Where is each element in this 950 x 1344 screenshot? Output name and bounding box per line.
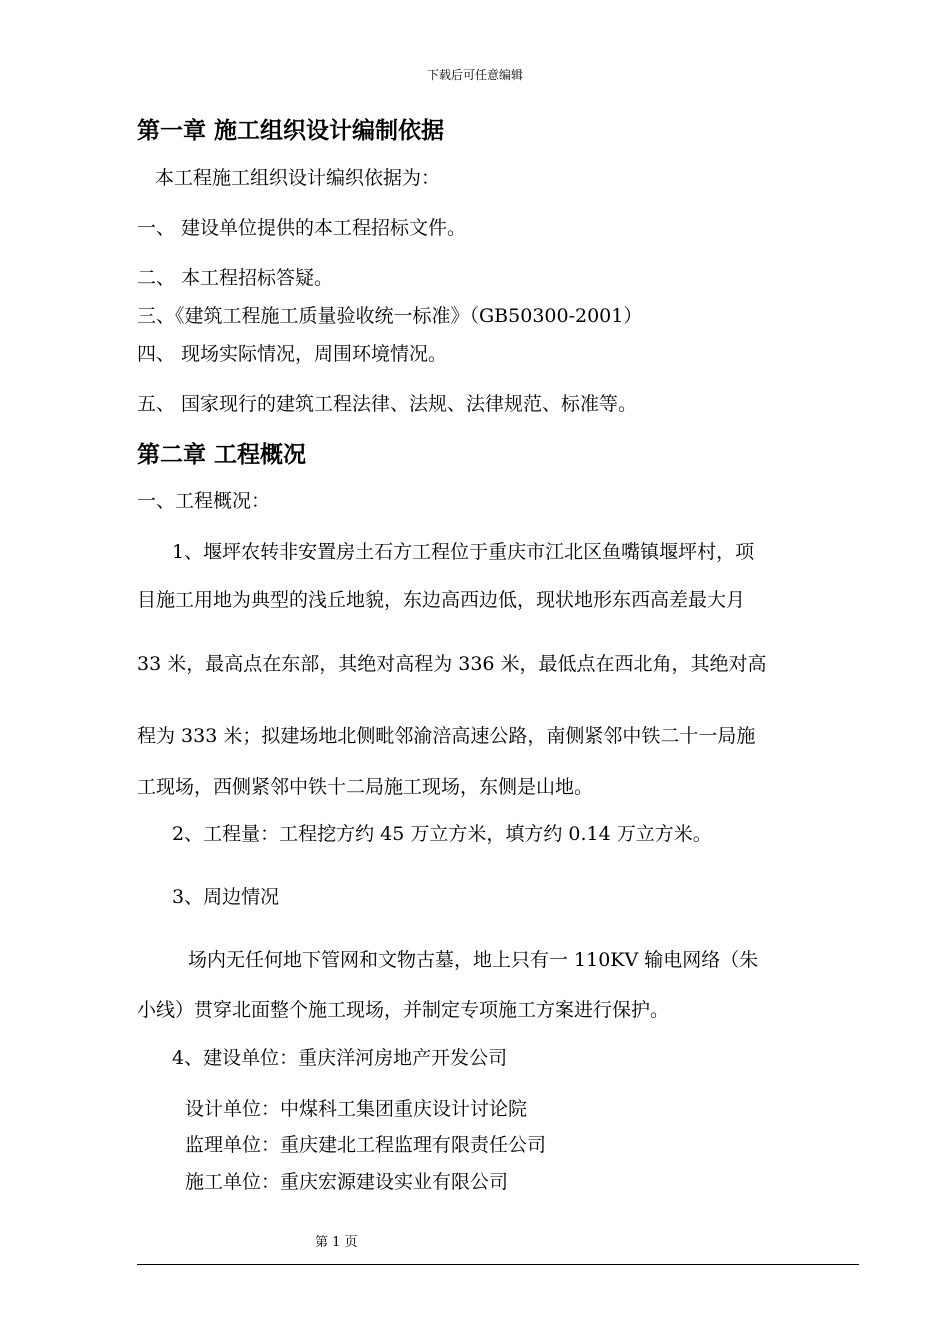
overview-line-4: 程为 333 米；拟建场地北侧毗邻渝涪高速公路，南侧紧邻中铁二十一局施 bbox=[137, 725, 756, 747]
chapter-1-intro: 本工程施工组织设计编织依据为： bbox=[155, 167, 441, 189]
chapter-2-title: 第二章 工程概况 bbox=[137, 442, 307, 468]
design-unit: 设计单位：中煤科工集团重庆设计讨论院 bbox=[185, 1098, 528, 1120]
owner-unit: 4、建设单位：重庆洋河房地产开发公司 bbox=[172, 1047, 508, 1069]
basis-item-4: 四、 现场实际情况，周围环境情况。 bbox=[137, 343, 448, 365]
surroundings-item: 3、周边情况 bbox=[172, 886, 280, 908]
quantity-item: 2、工程量：工程挖方约 45 万立方米，填方约 0.14 万立方米。 bbox=[172, 823, 712, 845]
surroundings-line-1: 场内无任何地下管网和文物古墓，地上只有一 110KV 输电网络（朱 bbox=[188, 949, 759, 971]
basis-item-1: 一、 建设单位提供的本工程招标文件。 bbox=[137, 217, 467, 239]
basis-item-3: 三、《建筑工程施工质量验收统一标准》（GB50300-2001） bbox=[137, 305, 643, 327]
construction-unit: 施工单位：重庆宏源建设实业有限公司 bbox=[185, 1171, 509, 1193]
overview-line-1: 1、堰坪农转非安置房土石方工程位于重庆市江北区鱼嘴镇堰坪村，项 bbox=[172, 541, 755, 563]
supervision-unit: 监理单位：重庆建北工程监理有限责任公司 bbox=[185, 1134, 547, 1156]
overview-line-2: 目施工用地为典型的浅丘地貌，东边高西边低，现状地形东西高差最大月 bbox=[137, 589, 746, 611]
page-number: 第 1 页 bbox=[315, 1235, 358, 1250]
footer-rule bbox=[137, 1264, 859, 1265]
overview-line-3: 33 米，最高点在东部，其绝对高程为 336 米，最低点在西北角，其绝对高 bbox=[137, 653, 767, 675]
chapter-1-title: 第一章 施工组织设计编制依据 bbox=[137, 118, 445, 144]
surroundings-line-2: 小线）贯穿北面整个施工现场，并制定专项施工方案进行保护。 bbox=[137, 999, 670, 1021]
basis-item-2: 二、 本工程招标答疑。 bbox=[137, 267, 334, 289]
chapter-2-subheading: 一、工程概况： bbox=[137, 490, 271, 512]
basis-item-5: 五、 国家现行的建筑工程法律、法规、法律规范、标准等。 bbox=[137, 393, 638, 415]
overview-line-5: 工现场，西侧紧邻中铁十二局施工现场，东侧是山地。 bbox=[137, 776, 594, 798]
page-header: 下载后可任意编辑 bbox=[426, 68, 523, 82]
